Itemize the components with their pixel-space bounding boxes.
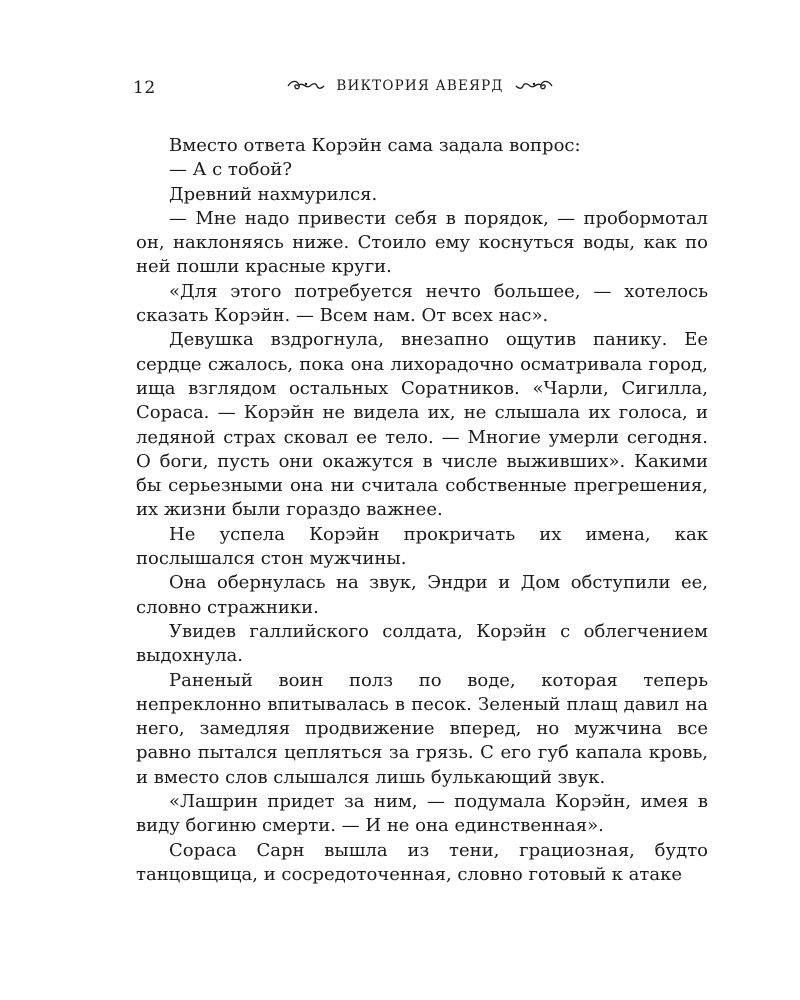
paragraph: Не успела Корэйн прокричать их имена, как послышался стон мужчины. — [136, 523, 708, 570]
paragraph: Вместо ответа Корэйн сама задала вопрос: — [169, 135, 581, 156]
paragraph: Раненый воин полз по воде, которая теперь непреклонно впитывалась в песок. Зеленый плащ давил на него, замедляя продвижение вперед, но мужчина все равно пытался цепляться за грязь. С его губ капала кровь, и вместо слов слышался лишь булькающий звук. — [136, 669, 708, 788]
paragraph: — А с тобой? — [169, 159, 292, 181]
paragraph: «Лашрин придет за ним, — подумала Корэйн, имея в виду богиню смерти. — И не она единственная». — [136, 791, 708, 837]
left-flourish-icon — [286, 79, 326, 93]
body-text — [136, 134, 708, 887]
paragraph: Древний нахмурился. — [169, 183, 378, 205]
paragraph: Увидев галлийского солдата, Корэйн с облегчением выдохнула. — [136, 620, 708, 667]
page-number: 12 — [133, 78, 156, 98]
paragraph: Девушка вздрогнула, внезапно ощутив панику. Ее сердце сжалось, пока она лихорадочно осматривала город, ища взглядом остальных Соратников. «Чарли, Сигилла, Сораса. — Корэйн не видела их, не слышала их голоса, и ледяной страх сковал ее тело. — Многие умерли сегодня. О боги, пусть они окажутся в числе выживших». Какими бы серьезными она ни считала собственные прегрешения, их жизни были гораздо важнее. — [136, 329, 708, 521]
right-flourish-icon — [514, 79, 554, 93]
running-head — [270, 78, 570, 94]
paragraph: — Мне надо привести себя в порядок, — пробормотал он, наклоняясь ниже. Стоило ему коснуться воды, как по ней пошли красные круги. — [136, 207, 708, 278]
paragraph: Она обернулась на звук, Эндри и Дом обступили ее, словно стражники. — [136, 572, 708, 618]
paragraph: Сораса Сарн вышла из тени, грациозная, будто танцовщица, и сосредоточенная, словно готовый к атаке — [136, 839, 708, 885]
paragraph: «Для этого потребуется нечто большее, — хотелось сказать Корэйн. — Всем нам. От всех нас». — [136, 280, 708, 327]
author-name: ВИКТОРИЯ АВЕЯРД — [336, 78, 504, 94]
